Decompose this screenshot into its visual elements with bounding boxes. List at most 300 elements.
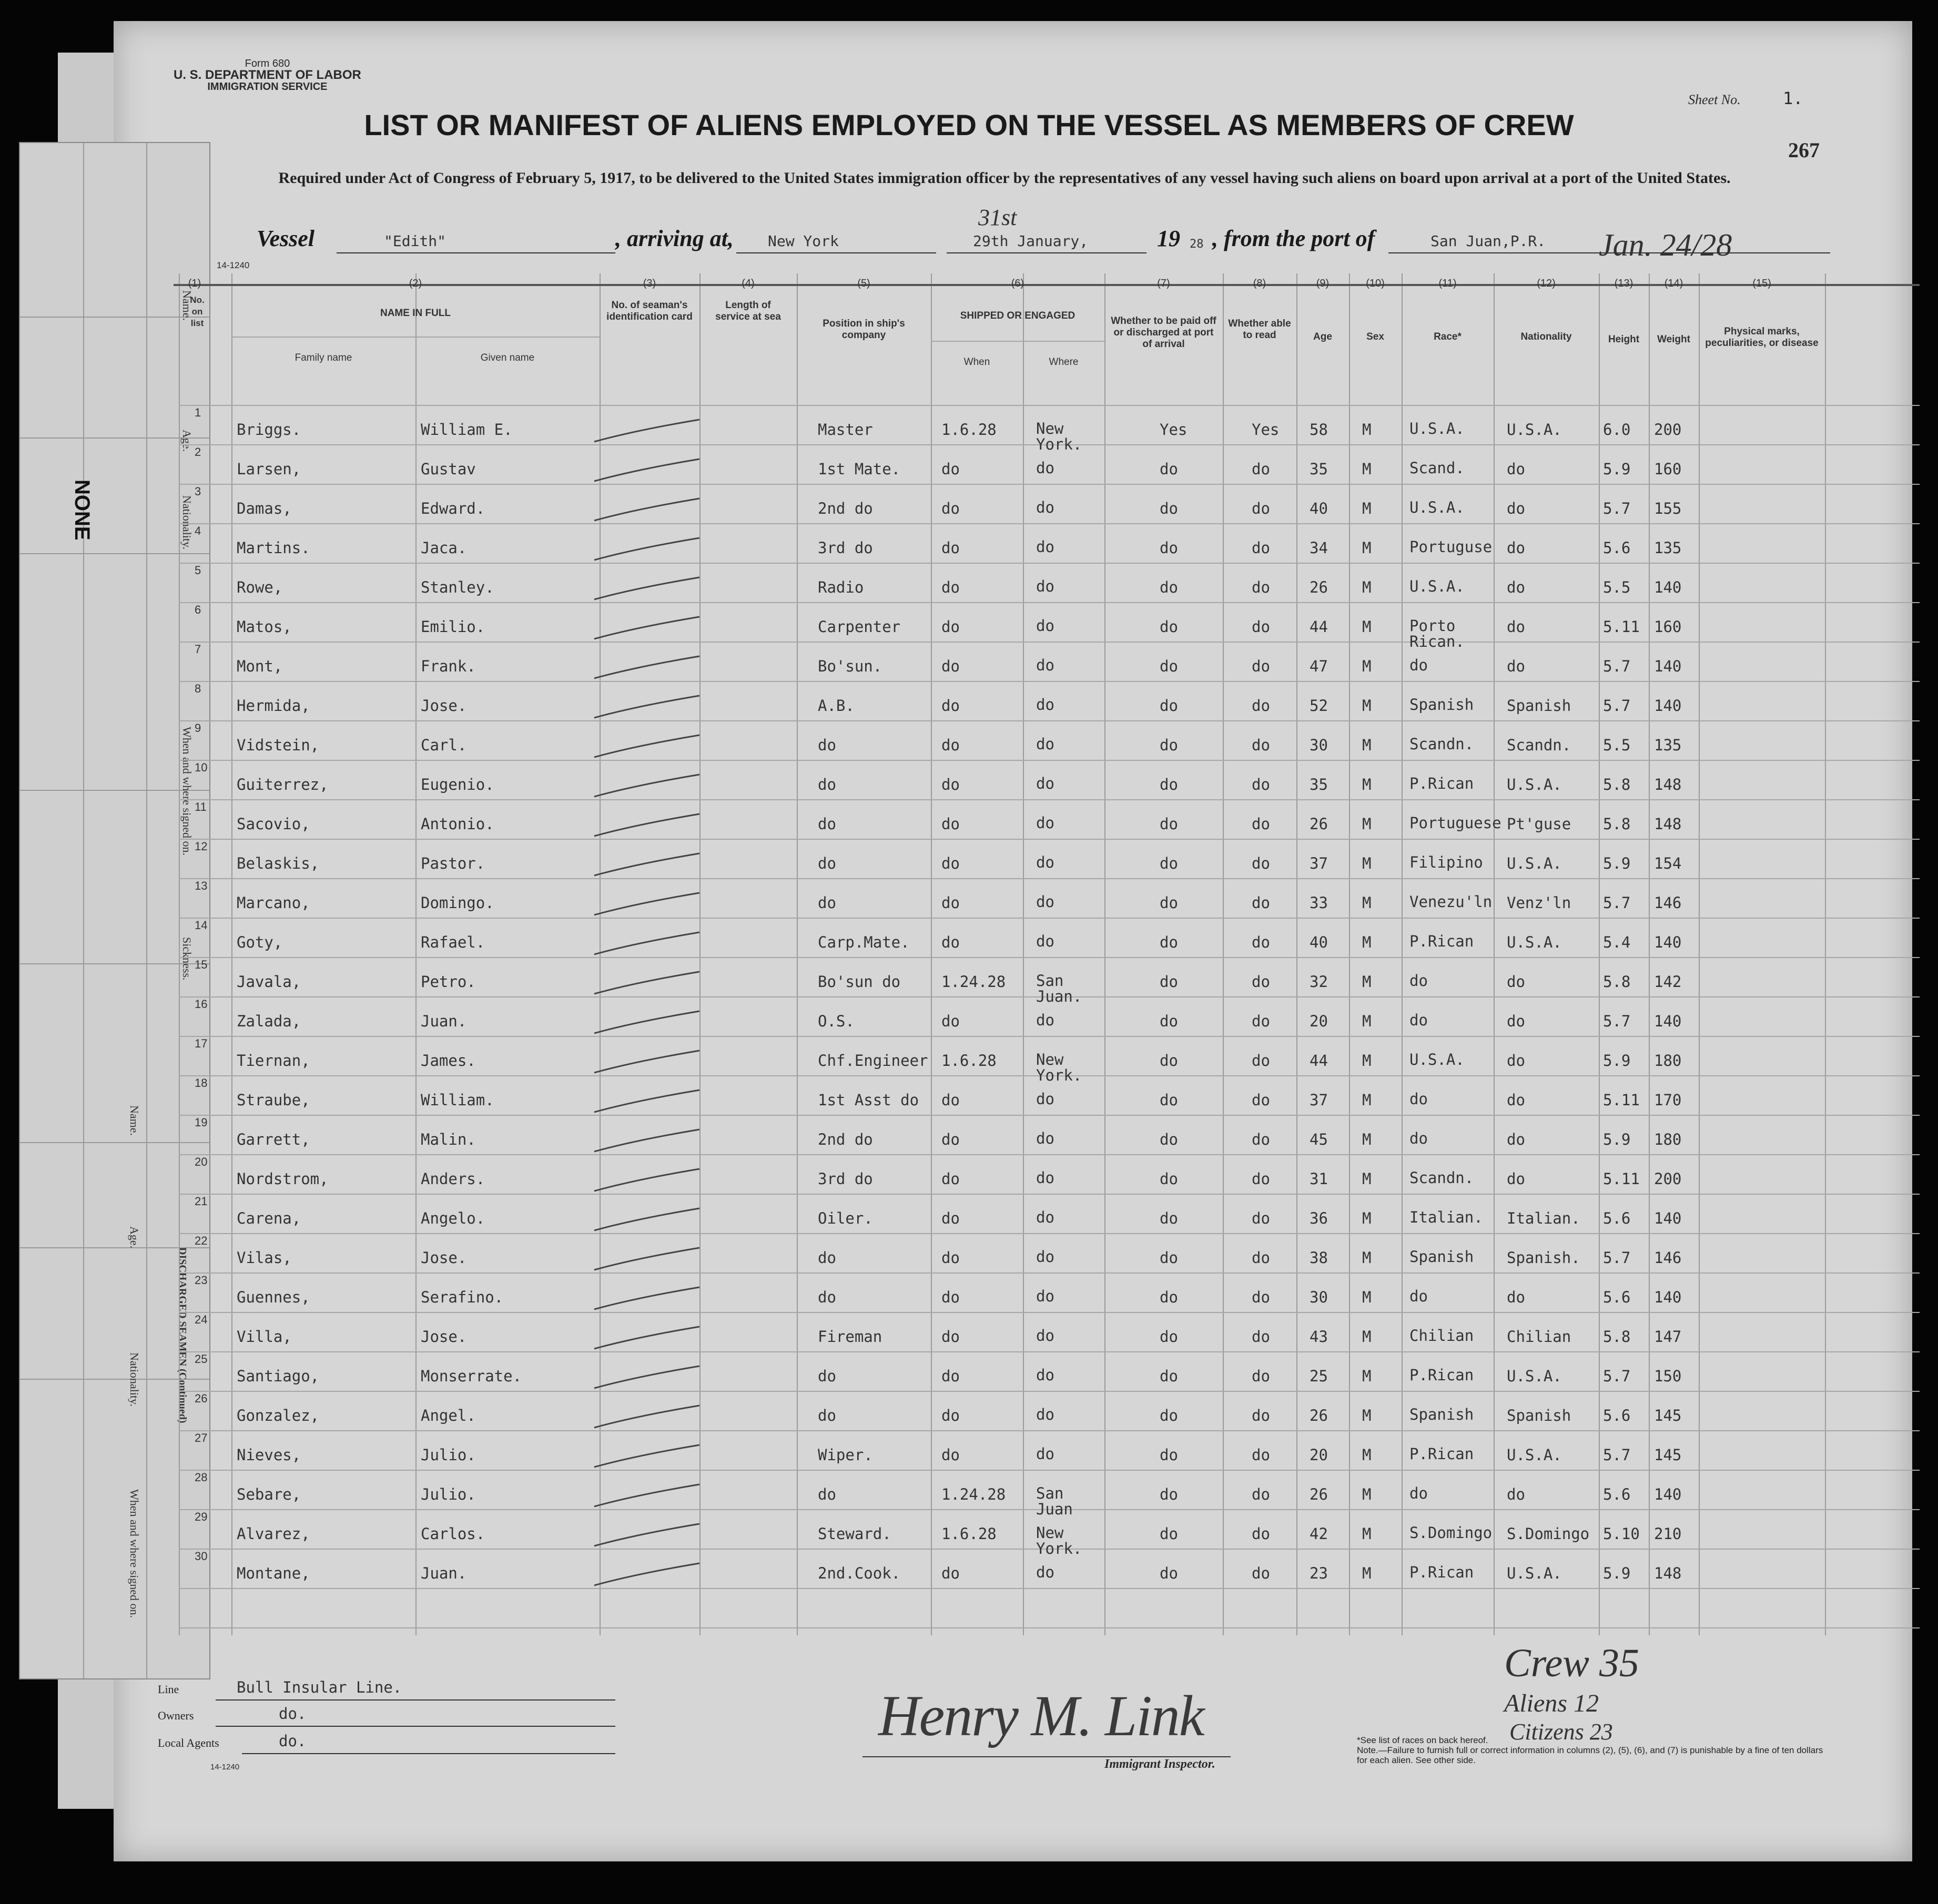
- pencil-tick-icon: [589, 849, 705, 881]
- col-header-marks: Physical marks, peculiarities, or disease: [1705, 326, 1819, 349]
- cell-read: do: [1252, 815, 1270, 833]
- cell-age: 42: [1310, 1525, 1328, 1543]
- cell-sex: M: [1362, 697, 1372, 715]
- cell-where: do: [1036, 1563, 1054, 1581]
- cell-nationality: Spanish: [1507, 1407, 1571, 1424]
- cell-given: Frank.: [421, 657, 476, 675]
- cell-nationality: do: [1507, 657, 1525, 675]
- cell-age: 36: [1310, 1209, 1328, 1227]
- row-number: 13: [195, 879, 208, 892]
- cell-weight: 154: [1654, 854, 1682, 872]
- cell-weight: 145: [1654, 1446, 1682, 1464]
- cell-age: 32: [1310, 973, 1328, 991]
- pencil-tick-icon: [589, 1125, 705, 1157]
- cell-weight: 142: [1654, 973, 1682, 991]
- row-number: 7: [195, 643, 201, 656]
- cell-sex: M: [1362, 854, 1372, 872]
- row-number: 2: [195, 445, 201, 459]
- cell-age: 43: [1310, 1328, 1328, 1346]
- cell-nationality: U.S.A.: [1507, 1367, 1562, 1385]
- cell-given: Rafael.: [421, 933, 485, 951]
- cell-nationality: do: [1507, 539, 1525, 557]
- cell-when: do: [941, 697, 960, 715]
- cell-race: do: [1409, 1129, 1428, 1147]
- cell-family: Briggs.: [237, 421, 301, 439]
- cell-paid: do: [1160, 1209, 1178, 1227]
- col-num-13: (13): [1614, 278, 1633, 289]
- cell-weight: 148: [1654, 776, 1682, 793]
- cell-when: do: [941, 657, 960, 675]
- cell-sex: M: [1362, 1288, 1372, 1306]
- grid-row-line: [179, 1115, 1920, 1116]
- cell-when: do: [941, 1091, 960, 1109]
- cell-family: Nordstrom,: [237, 1170, 329, 1188]
- cell-weight: 160: [1654, 618, 1682, 636]
- cell-where: do: [1036, 814, 1054, 832]
- cell-height: 5.9: [1603, 460, 1631, 478]
- arrival-date: 29th January,: [973, 232, 1089, 250]
- cell-race: P.Rican: [1409, 1445, 1474, 1463]
- cell-where: do: [1036, 1287, 1054, 1305]
- cell-nationality: do: [1507, 500, 1525, 517]
- grid-row-line: [179, 1430, 1920, 1431]
- inspector-signature: Henry M. Link: [878, 1684, 1204, 1748]
- cell-read: do: [1252, 973, 1270, 991]
- cell-position: Steward.: [818, 1525, 891, 1543]
- cell-read: do: [1252, 736, 1270, 754]
- cell-paid: do: [1160, 539, 1178, 557]
- cell-read: do: [1252, 618, 1270, 636]
- cell-given: Gustav: [421, 460, 476, 478]
- cell-race: P.Rican: [1409, 775, 1474, 792]
- cell-sex: M: [1362, 1012, 1372, 1030]
- cell-age: 35: [1310, 460, 1328, 478]
- cell-sex: M: [1362, 1367, 1372, 1385]
- strip-label: Nationality.: [180, 495, 194, 550]
- col-header-weight: Weight: [1657, 334, 1690, 345]
- col-header-id-card: No. of seaman's identification card: [606, 300, 693, 322]
- cell-where: do: [1036, 459, 1054, 477]
- cell-family: Rowe,: [237, 578, 283, 596]
- cell-height: 5.7: [1603, 1367, 1631, 1385]
- cell-weight: 135: [1654, 539, 1682, 557]
- cell-sex: M: [1362, 1564, 1372, 1582]
- cell-read: do: [1252, 657, 1270, 675]
- cell-age: 20: [1310, 1446, 1328, 1464]
- cell-sex: M: [1362, 1249, 1372, 1267]
- cell-paid: do: [1160, 973, 1178, 991]
- cell-nationality: U.S.A.: [1507, 776, 1562, 793]
- grid-row-line: [179, 1036, 1920, 1037]
- cell-weight: 140: [1654, 933, 1682, 951]
- arriving-label: , arriving at,: [615, 226, 734, 251]
- cell-where: New York.: [1036, 1524, 1082, 1557]
- cell-sex: M: [1362, 421, 1372, 439]
- cell-race: do: [1409, 656, 1428, 674]
- cell-where: do: [1036, 577, 1054, 595]
- cell-paid: do: [1160, 933, 1178, 951]
- cell-nationality: do: [1507, 578, 1525, 596]
- cell-where: San Juan: [1036, 1484, 1073, 1518]
- cell-given: Angel.: [421, 1407, 476, 1424]
- cell-weight: 146: [1654, 1249, 1682, 1267]
- cell-position: 3rd do: [818, 539, 873, 557]
- cell-given: Stanley.: [421, 578, 494, 596]
- cell-read: do: [1252, 894, 1270, 912]
- cell-height: 5.11: [1603, 1170, 1640, 1188]
- cell-paid: do: [1160, 1407, 1178, 1424]
- grid-row-line: [179, 760, 1920, 761]
- cell-when: 1.6.28: [941, 421, 997, 439]
- col-header-no: No. on list: [190, 295, 205, 328]
- strip-discharge-label: DISCHARGED SEAMEN (Continued): [177, 1247, 188, 1423]
- col-num-5: (5): [857, 278, 870, 289]
- cell-position: do: [818, 815, 836, 833]
- cell-sex: M: [1362, 973, 1372, 991]
- cell-given: Pastor.: [421, 854, 485, 872]
- pencil-tick-icon: [589, 455, 705, 486]
- cell-sex: M: [1362, 815, 1372, 833]
- note-penalty: Note.—Failure to furnish full or correct information in columns (2), (5), (6), and (7) is punishable by a fine of ten dollars for each alien. See other side.: [1357, 1745, 1823, 1765]
- cell-given: Jose.: [421, 1328, 467, 1346]
- cell-paid: do: [1160, 697, 1178, 715]
- cell-position: Wiper.: [818, 1446, 873, 1464]
- col-header-sex: Sex: [1366, 331, 1384, 342]
- cell-height: 5.6: [1603, 1288, 1631, 1306]
- cell-weight: 150: [1654, 1367, 1682, 1385]
- cell-paid: do: [1160, 815, 1178, 833]
- cell-age: 33: [1310, 894, 1328, 912]
- cell-height: 5.9: [1603, 1052, 1631, 1070]
- cell-where: New York.: [1036, 1051, 1082, 1084]
- cell-height: 5.7: [1603, 1446, 1631, 1464]
- cell-height: 6.0: [1603, 421, 1631, 439]
- cell-race: P.Rican: [1409, 1563, 1474, 1581]
- page-stamp: 267: [1788, 138, 1820, 162]
- cell-nationality: do: [1507, 1012, 1525, 1030]
- cell-when: 1.24.28: [941, 1485, 1006, 1503]
- cell-sex: M: [1362, 578, 1372, 596]
- pencil-tick-icon: [589, 1480, 705, 1512]
- cell-weight: 135: [1654, 736, 1682, 754]
- line-label: Line: [158, 1683, 179, 1696]
- cell-age: 31: [1310, 1170, 1328, 1188]
- cell-given: Emilio.: [421, 618, 485, 636]
- col-header-where: Where: [1049, 357, 1079, 368]
- cell-paid: do: [1160, 578, 1178, 596]
- row-number: 21: [195, 1195, 208, 1208]
- strip-label: Name.: [128, 1105, 141, 1136]
- strip-label: Age.: [180, 430, 194, 452]
- agents-label: Local Agents: [158, 1736, 219, 1749]
- row-number: 10: [195, 761, 208, 774]
- cell-height: 5.4: [1603, 933, 1631, 951]
- cell-weight: 148: [1654, 1564, 1682, 1582]
- grid-row-line: [179, 563, 1920, 564]
- row-number: 24: [195, 1313, 208, 1326]
- cell-position: 3rd do: [818, 1170, 873, 1188]
- cell-weight: 146: [1654, 894, 1682, 912]
- footer-note: [1357, 1735, 1830, 1765]
- cell-weight: 170: [1654, 1091, 1682, 1109]
- cell-race: U.S.A.: [1409, 420, 1465, 437]
- cell-nationality: do: [1507, 1091, 1525, 1109]
- cell-when: do: [941, 1288, 960, 1306]
- cell-position: A.B.: [818, 697, 855, 715]
- strip-label: Nationality.: [128, 1352, 141, 1407]
- cell-family: Javala,: [237, 973, 301, 991]
- row-number: 6: [195, 603, 201, 616]
- cell-weight: 200: [1654, 1170, 1682, 1188]
- cell-paid: do: [1160, 1288, 1178, 1306]
- cell-family: Damas,: [237, 500, 292, 517]
- cell-weight: 210: [1654, 1525, 1682, 1543]
- cell-given: Eugenio.: [421, 776, 494, 793]
- cell-given: William.: [421, 1091, 494, 1109]
- row-number: 30: [195, 1550, 208, 1563]
- cell-given: William E.: [421, 421, 513, 439]
- cell-when: do: [941, 578, 960, 596]
- cell-position: 2nd do: [818, 500, 873, 517]
- cell-family: Alvarez,: [237, 1525, 310, 1543]
- row-number: 22: [195, 1234, 208, 1247]
- cell-weight: 180: [1654, 1052, 1682, 1070]
- cell-sex: M: [1362, 657, 1372, 675]
- cell-weight: 140: [1654, 578, 1682, 596]
- cell-where: do: [1036, 893, 1054, 911]
- sheet-number: 1.: [1783, 88, 1803, 108]
- cell-position: 2nd do: [818, 1131, 873, 1148]
- cell-paid: do: [1160, 1131, 1178, 1148]
- grid-row-line: [179, 405, 1920, 406]
- cell-race: do: [1409, 1090, 1428, 1108]
- cell-race: U.S.A.: [1409, 1051, 1465, 1068]
- col-header-name: NAME IN FULL: [380, 308, 451, 319]
- cell-where: New York.: [1036, 420, 1082, 453]
- cell-position: do: [818, 894, 836, 912]
- pencil-tick-icon: [589, 810, 705, 841]
- cell-nationality: Spanish.: [1507, 1249, 1580, 1267]
- cell-age: 26: [1310, 1485, 1328, 1503]
- cell-height: 5.6: [1603, 1407, 1631, 1424]
- cell-height: 5.7: [1603, 1012, 1631, 1030]
- cell-race: S.Domingo: [1409, 1524, 1493, 1542]
- cell-read: do: [1252, 697, 1270, 715]
- cell-read: Yes: [1252, 421, 1280, 439]
- cell-read: do: [1252, 460, 1270, 478]
- pencil-tick-icon: [589, 494, 705, 526]
- cell-weight: 145: [1654, 1407, 1682, 1424]
- cell-family: Guiterrez,: [237, 776, 329, 793]
- col-num-6: (6): [1011, 278, 1024, 289]
- cell-family: Carena,: [237, 1209, 301, 1227]
- cell-race: Porto Rican.: [1409, 617, 1465, 650]
- form-header: [174, 58, 361, 93]
- col-header-nationality: Nationality: [1520, 331, 1572, 342]
- cell-height: 5.6: [1603, 1485, 1631, 1503]
- row-number: 18: [195, 1076, 208, 1090]
- cell-paid: do: [1160, 1091, 1178, 1109]
- cell-age: 38: [1310, 1249, 1328, 1267]
- col-num-15: (15): [1752, 278, 1771, 289]
- grid-row-line: [179, 484, 1920, 485]
- col-num-8: (8): [1253, 278, 1266, 289]
- cell-family: Mont,: [237, 657, 283, 675]
- cell-sex: M: [1362, 1446, 1372, 1464]
- cell-when: do: [941, 460, 960, 478]
- cell-nationality: S.Domingo: [1507, 1525, 1590, 1543]
- cell-when: do: [941, 854, 960, 872]
- cell-read: do: [1252, 1209, 1270, 1227]
- cell-when: do: [941, 815, 960, 833]
- cell-age: 35: [1310, 776, 1328, 793]
- cell-paid: Yes: [1160, 421, 1188, 439]
- cell-height: 5.9: [1603, 854, 1631, 872]
- row-number: 1: [195, 406, 201, 419]
- form-code-top: 14-1240: [217, 260, 250, 270]
- strip-label: When and where signed on.: [180, 727, 194, 856]
- cell-height: 5.7: [1603, 500, 1631, 517]
- cell-nationality: do: [1507, 1052, 1525, 1070]
- cell-sex: M: [1362, 736, 1372, 754]
- cell-age: 44: [1310, 1052, 1328, 1070]
- form-number: Form 680: [245, 58, 290, 69]
- year-label: 19: [1157, 226, 1180, 251]
- cell-race: do: [1409, 972, 1428, 990]
- grid-row-line: [179, 1588, 1920, 1589]
- cell-when: do: [941, 894, 960, 912]
- cell-when: do: [941, 1446, 960, 1464]
- cell-where: do: [1036, 735, 1054, 753]
- cell-when: do: [941, 1328, 960, 1346]
- cell-weight: 140: [1654, 1012, 1682, 1030]
- cell-nationality: U.S.A.: [1507, 421, 1562, 439]
- cell-when: do: [941, 1407, 960, 1424]
- row-number: 12: [195, 840, 208, 853]
- cell-position: do: [818, 1407, 836, 1424]
- note-races: *See list of races on back hereof.: [1357, 1735, 1488, 1745]
- cell-height: 5.7: [1603, 697, 1631, 715]
- cell-where: San Juan.: [1036, 972, 1082, 1005]
- cell-paid: do: [1160, 1012, 1178, 1030]
- cell-read: do: [1252, 500, 1270, 517]
- cell-where: do: [1036, 538, 1054, 556]
- tally-citizens: Citizens 23: [1509, 1719, 1613, 1745]
- cell-paid: do: [1160, 1564, 1178, 1582]
- cell-where: do: [1036, 696, 1054, 714]
- strip-label: When and where signed on.: [128, 1489, 141, 1618]
- col-header-when: When: [963, 357, 990, 368]
- cell-race: Venezu'ln: [1409, 893, 1493, 911]
- page-title: LIST OR MANIFEST OF ALIENS EMPLOYED ON THE VESSEL AS MEMBERS OF CREW: [364, 108, 1574, 141]
- cell-height: 5.11: [1603, 1091, 1640, 1109]
- cell-height: 5.8: [1603, 1328, 1631, 1346]
- cell-read: do: [1252, 933, 1270, 951]
- cell-position: do: [818, 1367, 836, 1385]
- cell-nationality: U.S.A.: [1507, 1446, 1562, 1464]
- col-header-length: Length of service at sea: [715, 300, 781, 322]
- cell-read: do: [1252, 1288, 1270, 1306]
- cell-weight: 140: [1654, 1209, 1682, 1227]
- grid-row-line: [179, 839, 1920, 840]
- cell-weight: 147: [1654, 1328, 1682, 1346]
- cell-paid: do: [1160, 460, 1178, 478]
- grid-row-line: [179, 1154, 1920, 1155]
- pencil-tick-icon: [589, 415, 705, 447]
- cell-where: do: [1036, 1366, 1054, 1384]
- pencil-tick-icon: [589, 928, 705, 960]
- cell-age: 58: [1310, 421, 1328, 439]
- cell-given: Anders.: [421, 1170, 485, 1188]
- cell-nationality: U.S.A.: [1507, 854, 1562, 872]
- cell-family: Larsen,: [237, 460, 301, 478]
- cell-given: Juan.: [421, 1012, 467, 1030]
- cell-where: do: [1036, 1406, 1054, 1423]
- vessel-label: Vessel: [257, 226, 314, 251]
- cell-age: 23: [1310, 1564, 1328, 1582]
- pencil-tick-icon: [589, 534, 705, 565]
- pencil-tick-icon: [589, 1559, 705, 1591]
- cell-where: do: [1036, 1327, 1054, 1345]
- col-header-family: Family name: [295, 352, 352, 363]
- cell-nationality: do: [1507, 618, 1525, 636]
- cell-nationality: Italian.: [1507, 1209, 1580, 1227]
- cell-nationality: U.S.A.: [1507, 1564, 1562, 1582]
- row-number: 23: [195, 1274, 208, 1287]
- cell-age: 30: [1310, 1288, 1328, 1306]
- cell-given: Jose.: [421, 697, 467, 715]
- cell-read: do: [1252, 1446, 1270, 1464]
- cell-sex: M: [1362, 1328, 1372, 1346]
- pencil-tick-icon: [589, 1165, 705, 1196]
- col-header-position: Position in ship's company: [823, 318, 905, 341]
- owners-label: Owners: [158, 1709, 194, 1722]
- cell-read: do: [1252, 1407, 1270, 1424]
- owners-value: do.: [279, 1705, 307, 1723]
- col-header-race: Race*: [1434, 331, 1462, 342]
- cell-read: do: [1252, 539, 1270, 557]
- col-num-9: (9): [1316, 278, 1330, 289]
- grid-row-line: [179, 1272, 1920, 1274]
- cell-position: 1st Asst do: [818, 1091, 919, 1109]
- row-number: 25: [195, 1352, 208, 1366]
- cell-age: 30: [1310, 736, 1328, 754]
- pencil-tick-icon: [589, 1322, 705, 1354]
- agents-value: do.: [279, 1732, 307, 1750]
- row-number: 8: [195, 682, 201, 695]
- name-subheader-rule: [231, 337, 600, 338]
- cell-age: 45: [1310, 1131, 1328, 1148]
- cell-when: 1.24.28: [941, 973, 1006, 991]
- cell-family: Guennes,: [237, 1288, 310, 1306]
- cell-position: do: [818, 776, 836, 793]
- grid-row-line: [179, 1391, 1920, 1392]
- cell-when: do: [941, 1170, 960, 1188]
- cell-sex: M: [1362, 1407, 1372, 1424]
- cell-nationality: do: [1507, 1131, 1525, 1148]
- cell-given: Juan.: [421, 1564, 467, 1582]
- row-number: 27: [195, 1431, 208, 1444]
- cell-age: 26: [1310, 1407, 1328, 1424]
- cell-sex: M: [1362, 1091, 1372, 1109]
- cell-age: 40: [1310, 500, 1328, 517]
- cell-when: 1.6.28: [941, 1052, 997, 1070]
- pencil-tick-icon: [589, 573, 705, 605]
- cell-age: 34: [1310, 539, 1328, 557]
- cell-nationality: Pt'guse: [1507, 815, 1571, 833]
- cell-position: Fireman: [818, 1328, 882, 1346]
- cell-nationality: Scandn.: [1507, 736, 1571, 754]
